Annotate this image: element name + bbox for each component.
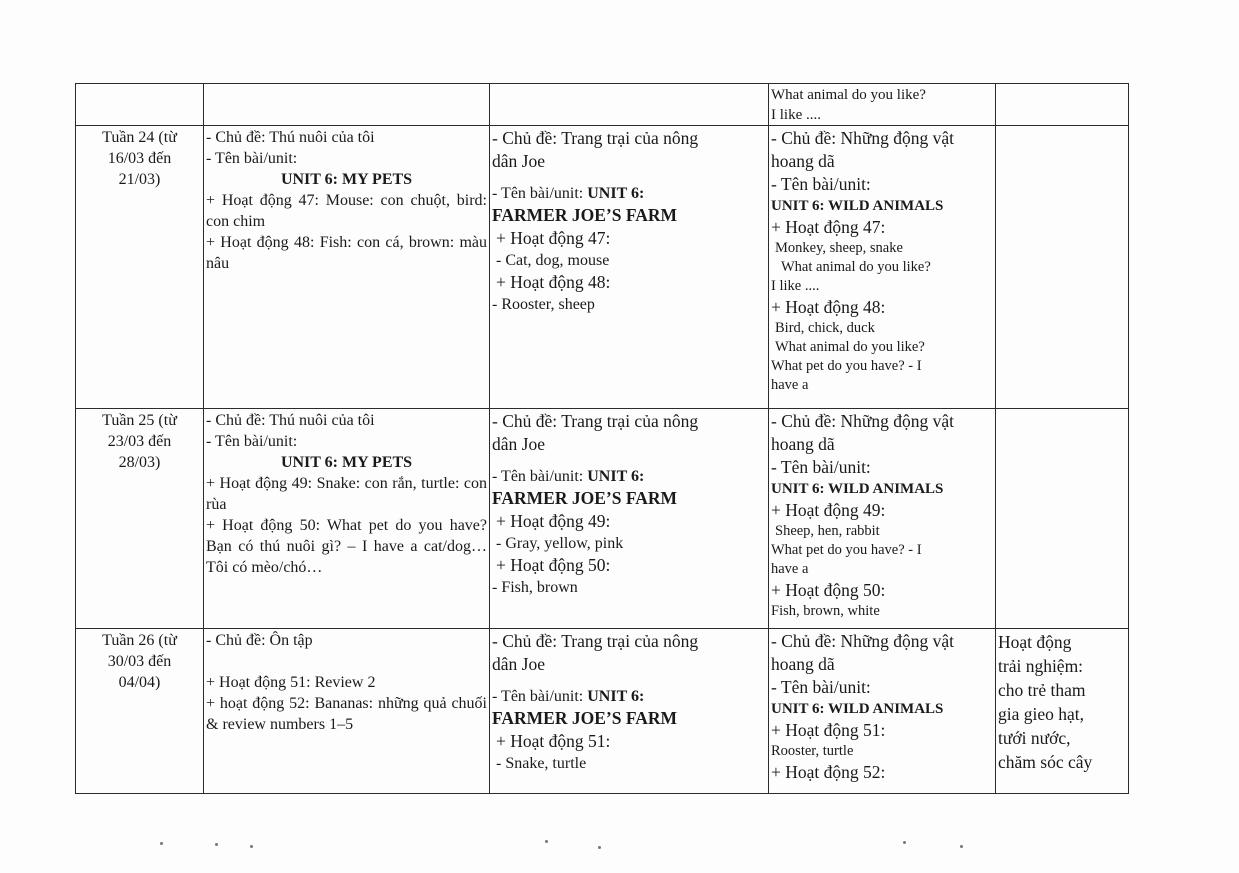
week-cell <box>76 629 204 794</box>
activity-heading: + Hoạt động 51: <box>771 720 886 740</box>
activity-heading: + Hoạt động 49: <box>771 500 886 520</box>
extra-activity-text: cho trẻ tham <box>998 680 1086 700</box>
topic-text: - Chủ đề: Những động vật <box>771 631 955 651</box>
topic-text: - Chủ đề: Những động vật <box>771 411 955 431</box>
activity-items: Monkey, sheep, snake <box>775 240 903 256</box>
question-text: What animal do you like? <box>775 339 925 355</box>
activity-items: - Rooster, sheep <box>492 296 595 313</box>
preschool-5-cell <box>769 409 996 629</box>
topic-text: - Chủ đề: Những động vật <box>771 128 955 148</box>
extra-activity-cell <box>996 84 1129 126</box>
scan-speck <box>545 840 548 843</box>
activity-heading: + Hoạt động 48: <box>496 272 611 292</box>
week-cell <box>76 84 204 126</box>
preschool-5-cell <box>769 126 996 409</box>
preschool-4-cell <box>490 629 769 794</box>
topic-text: - Chủ đề: Thú nuôi của tôi <box>206 129 375 146</box>
question-text: What animal do you like? <box>771 87 926 103</box>
scan-speck <box>903 841 906 844</box>
activity-items: Sheep, hen, rabbit <box>775 523 880 539</box>
scan-speck <box>598 846 601 849</box>
preschool-4-cell <box>490 126 769 409</box>
topic-text: - Chủ đề: Trang trại của nông <box>492 411 699 431</box>
activity-text: + Hoạt động 48: Fish: con cá, brown: màu nâu <box>206 234 487 272</box>
topic-text: hoang dã <box>771 434 835 454</box>
activity-heading: + Hoạt động 52: <box>771 762 886 782</box>
scan-speck <box>160 842 163 845</box>
extra-activity-text: Hoạt động <box>998 632 1072 652</box>
topic-text: - Chủ đề: Ôn tập <box>206 632 313 649</box>
preschool-3-cell <box>204 409 490 629</box>
scan-speck <box>250 845 253 848</box>
unit-title: UNIT 6: WILD ANIMALS <box>771 198 944 214</box>
unit-title: UNIT 6: <box>587 688 645 705</box>
preschool-4-cell <box>490 409 769 629</box>
unit-label: - Tên bài/unit: <box>771 457 871 477</box>
topic-text: - Chủ đề: Thú nuôi của tôi <box>206 412 375 429</box>
preschool-3-cell <box>204 629 490 794</box>
activity-heading: + Hoạt động 48: <box>771 297 886 317</box>
answer-text: I like .... <box>771 107 821 123</box>
activity-heading: + Hoạt động 51: <box>496 731 611 751</box>
unit-title: UNIT 6: WILD ANIMALS <box>771 701 944 717</box>
activity-text: + Hoạt động 47: Mouse: con chuột, bird: con chim <box>206 192 487 230</box>
activity-text: + Hoạt động 49: Snake: con rắn, turtle: con rùa <box>206 475 487 513</box>
lesson-plan-table <box>75 83 1129 794</box>
week-date-to: 04/04) <box>118 674 161 691</box>
activity-heading: + Hoạt động 49: <box>496 511 611 531</box>
week-date-from: 23/03 đến <box>107 433 172 450</box>
week-date-from: 30/03 đến <box>107 653 172 670</box>
topic-text: dân Joe <box>492 654 545 674</box>
activity-heading: + Hoạt động 50: <box>496 555 611 575</box>
activity-items: - Cat, dog, mouse <box>496 252 610 269</box>
activity-text: + Hoạt động 50: What pet do you have? Bạn có thú nuôi gì? – I have a cat/dog… Tôi có mèo/chó… <box>206 517 487 576</box>
week-date-to: 28/03) <box>118 454 161 471</box>
preschool-4-cell <box>490 84 769 126</box>
topic-text: dân Joe <box>492 151 545 171</box>
extra-activity-cell <box>996 629 1129 794</box>
unit-label: - Tên bài/unit: <box>492 468 588 485</box>
activity-heading: + Hoạt động 50: <box>771 580 886 600</box>
topic-text: - Chủ đề: Trang trại của nông <box>492 631 699 651</box>
topic-text: dân Joe <box>492 434 545 454</box>
week-label: Tuần 25 (từ <box>102 412 177 429</box>
topic-text: hoang dã <box>771 151 835 171</box>
activity-text: + Hoạt động 51: Review 2 <box>206 674 376 691</box>
unit-label: - Tên bài/unit: <box>771 677 871 697</box>
extra-activity-text: trải nghiệm: <box>998 656 1084 676</box>
answer-text: have a <box>771 561 809 577</box>
unit-label: - Tên bài/unit: <box>206 150 298 167</box>
unit-title: UNIT 6: <box>587 468 645 485</box>
activity-items: - Fish, brown <box>492 579 578 596</box>
unit-title: FARMER JOE’S FARM <box>492 708 678 728</box>
unit-title: FARMER JOE’S FARM <box>492 205 678 225</box>
activity-heading: + Hoạt động 47: <box>496 228 611 248</box>
activity-items: - Snake, turtle <box>496 755 587 772</box>
unit-label: - Tên bài/unit: <box>492 688 588 705</box>
extra-activity-cell <box>996 126 1129 409</box>
activity-heading: + Hoạt động 47: <box>771 217 886 237</box>
extra-activity-text: tưới nước, <box>998 728 1071 748</box>
unit-title: UNIT 6: WILD ANIMALS <box>771 481 944 497</box>
week-label: Tuần 26 (từ <box>102 632 177 649</box>
question-text: What pet do you have? - I <box>771 358 922 374</box>
answer-text: I like .... <box>771 278 820 294</box>
answer-text: have a <box>771 377 809 393</box>
activity-text: + hoạt động 52: Bananas: những quả chuối & review numbers 1–5 <box>206 695 487 733</box>
activity-items: Fish, brown, white <box>771 603 880 619</box>
unit-title: UNIT 6: MY PETS <box>280 454 413 471</box>
table-row <box>76 126 1129 409</box>
question-text: What pet do you have? - I <box>771 542 922 558</box>
preschool-3-cell <box>204 84 490 126</box>
extra-activity-cell <box>996 409 1129 629</box>
preschool-5-cell <box>769 84 996 126</box>
week-date-to: 21/03) <box>118 171 161 188</box>
preschool-3-cell <box>204 126 490 409</box>
table-row <box>76 409 1129 629</box>
topic-text: hoang dã <box>771 654 835 674</box>
table-row <box>76 629 1129 794</box>
unit-label: - Tên bài/unit: <box>206 433 298 450</box>
question-text: What animal do you like? <box>781 259 931 275</box>
table-row <box>76 84 1129 126</box>
activity-items: - Gray, yellow, pink <box>496 535 624 552</box>
topic-text: - Chủ đề: Trang trại của nông <box>492 128 699 148</box>
week-cell <box>76 409 204 629</box>
unit-label: - Tên bài/unit: <box>492 185 588 202</box>
unit-title: UNIT 6: MY PETS <box>280 171 413 188</box>
week-label: Tuần 24 (từ <box>102 129 177 146</box>
scan-speck <box>215 843 218 846</box>
preschool-5-cell <box>769 629 996 794</box>
week-date-from: 16/03 đến <box>107 150 172 167</box>
extra-activity-text: gia gieo hạt, <box>998 704 1085 724</box>
week-cell <box>76 126 204 409</box>
unit-title: UNIT 6: <box>587 185 645 202</box>
scan-speck <box>960 845 963 848</box>
activity-items: Rooster, turtle <box>771 743 854 759</box>
extra-activity-text: chăm sóc cây <box>998 752 1093 772</box>
unit-title: FARMER JOE’S FARM <box>492 488 678 508</box>
unit-label: - Tên bài/unit: <box>771 174 871 194</box>
activity-items: Bird, chick, duck <box>775 320 875 336</box>
